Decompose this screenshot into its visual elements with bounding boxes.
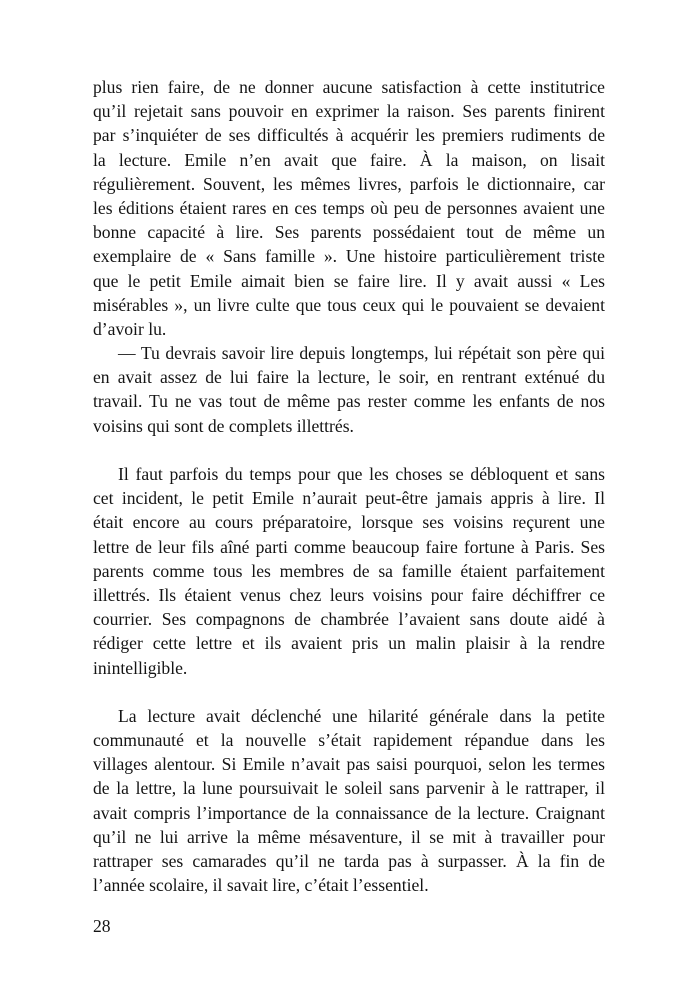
- text-line: en avait assez de lui faire la lecture, le soir, en rentrant exténué du: [93, 367, 605, 388]
- text-line: voisins qui sont de complets illettrés.: [93, 415, 354, 436]
- text-line: Il faut parfois du temps pour que les choses se débloquent et sans: [118, 464, 605, 484]
- text-line: courrier. Ses compagnons de chambrée l’avaient sans doute aidé à: [93, 609, 605, 630]
- text-line: par s’inquiéter de ses difficultés à acquérir les premiers rudiments de: [93, 125, 605, 146]
- text-line: l’année scolaire, il savait lire, c’était l’essentiel.: [93, 875, 429, 896]
- text-line: était encore au cours préparatoire, lorsque ses voisins reçurent une: [93, 512, 605, 533]
- text-line: que le petit Emile aimait bien se faire lire. Il y avait aussi « Les: [93, 270, 605, 291]
- text-line: communauté et la nouvelle s’était rapidement répandue dans les: [93, 730, 605, 751]
- text-line: rattraper ses camarades qu’il ne tarda pas à surpasser. À la fin de: [93, 851, 605, 871]
- text-line: bonne capacité à lire. Ses parents possédaient tout de même un: [93, 222, 605, 243]
- text-line: de la lettre, la lune poursuivait le soleil sans parvenir à le rattraper, il: [93, 778, 605, 799]
- text-line: cet incident, le petit Emile n’aurait peut-être jamais appris à lire. Il: [93, 488, 605, 509]
- text-line: rédiger cette lettre et ils avaient pris un malin plaisir à la rendre: [93, 633, 605, 654]
- page-number: 28: [93, 916, 111, 936]
- text-line: parents comme tous les membres de sa famille étaient parfaitement: [93, 560, 605, 581]
- page-body: [93, 75, 605, 897]
- text-line: qu’il rejetait sans pouvoir en exprimer la raison. Ses parents finirent: [93, 101, 605, 122]
- text-line: La lecture avait déclenché une hilarité générale dans la petite: [118, 705, 605, 726]
- text-line: qu’il ne lui arrive la même mésaventure, il se mit à travailler pour: [93, 826, 605, 847]
- text-line: avait compris l’importance de la connaissance de la lecture. Craignant: [93, 802, 605, 823]
- text-line: plus rien faire, de ne donner aucune satisfaction à cette institutrice: [93, 77, 605, 97]
- text-line: les éditions étaient rares en ces temps où peu de personnes avaient une: [93, 197, 605, 218]
- text-line: villages alentour. Si Emile n’avait pas saisi pourquoi, selon les termes: [93, 754, 605, 775]
- text-line: lettre de leur fils aîné parti comme beaucoup faire fortune à Paris. Ses: [93, 536, 605, 557]
- text-line: misérables », un livre culte que tous ceux qui le pouvaient se devaient: [93, 294, 605, 315]
- text-line: régulièrement. Souvent, les mêmes livres, parfois le dictionnaire, car: [93, 173, 605, 194]
- paragraph: [93, 462, 605, 680]
- text-line: illettrés. Ils étaient venus chez leurs voisins pour faire déchiffrer ce: [93, 584, 605, 605]
- text-line: exemplaire de « Sans famille ». Une histoire particulièrement triste: [93, 246, 605, 267]
- paragraph: [93, 704, 605, 898]
- text-line: inintelligible.: [93, 657, 188, 678]
- paragraph: [93, 341, 605, 438]
- text-line: la lecture. Emile n’en avait que faire. À la maison, on lisait: [93, 149, 605, 170]
- text-line: travail. Tu ne vas tout de même pas rester comme les enfants de nos: [93, 391, 605, 412]
- text-line: — Tu devrais savoir lire depuis longtemps, lui répétait son père qui: [118, 343, 605, 364]
- paragraph: [93, 75, 605, 341]
- text-line: d’avoir lu.: [93, 318, 167, 339]
